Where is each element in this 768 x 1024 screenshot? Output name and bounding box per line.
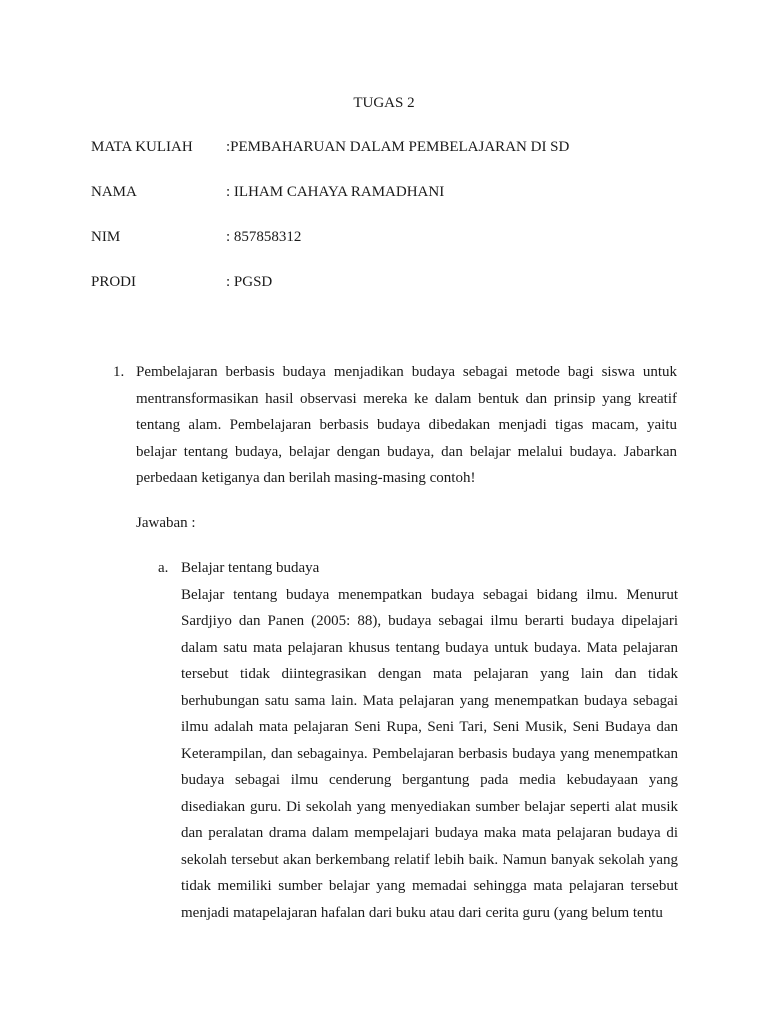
meta-label: MATA KULIAH [91,139,193,155]
meta-row-mata-kuliah [91,138,691,156]
answer-item-paragraph: Belajar tentang budaya menempatkan budaya sebagai bidang ilmu. Menurut Sardjiyo dan Panen (2005: 88), budaya sebagai ilmu berarti budaya dipelajari dalam satu mata pelajaran khusus tentang budaya untuk budaya. Mata pelajaran tersebut tidak diintegrasikan dengan mata pelajaran yang lain dan tidak berhubungan satu sama lain. Mata pelajaran yang menempatkan budaya sebagai ilmu adalah mata pelajaran Seni Rupa, Seni Tari, Seni Musik, Seni Budaya dan Keterampilan, dan sebagainya. Pembelajaran berbasis budaya yang menempatkan budaya sebagai ilmu cenderung bergantung pada media kebudayaan yang disediakan guru. Di sekolah yang menyediakan sumber belajar seperti alat musik dan peralatan drama dalam mempelajari budaya maka mata pelajaran budaya di sekolah tersebut akan berkembang relatif lebih baik. Namun banyak sekolah yang tidak memiliki sumber belajar yang memadai sehingga mata pelajaran tersebut menjadi matapelajaran hafalan dari buku atau dari cerita guru (yang belum tentu [181,586,678,921]
answer-label: Jawaban : [136,515,196,531]
answer-item-letter: a. [158,560,169,576]
question-item [113,359,678,492]
meta-value: : 857858312 [226,229,302,245]
meta-row-nama [91,183,691,201]
answer-item [158,555,678,926]
meta-row-prodi [91,273,691,291]
answer-item-body [181,555,678,926]
meta-row-nim [91,228,691,246]
document-title: TUGAS 2 [353,95,415,111]
meta-value: :PEMBAHARUAN DALAM PEMBELAJARAN DI SD [226,139,570,155]
meta-label: NIM [91,229,121,245]
question-number: 1. [113,364,125,380]
question-text: Pembelajaran berbasis budaya menjadikan budaya sebagai metode bagi siswa untuk mentransformasikan hasil observasi mereka ke dalam bentuk dan prinsip yang kreatif tentang alam. Pembelajaran berbasis budaya dibedakan menjadi tigas macam, yaitu belajar tentang budaya, belajar dengan budaya, dan belajar melalui budaya. Jabarkan perbedaan ketiganya dan berilah masing-masing contoh! [136,364,677,486]
answer-item-heading: Belajar tentang budaya [181,560,320,576]
meta-label: PRODI [91,274,137,290]
meta-value: : PGSD [226,274,273,290]
meta-label: NAMA [91,184,137,200]
meta-value: : ILHAM CAHAYA RAMADHANI [226,184,445,200]
